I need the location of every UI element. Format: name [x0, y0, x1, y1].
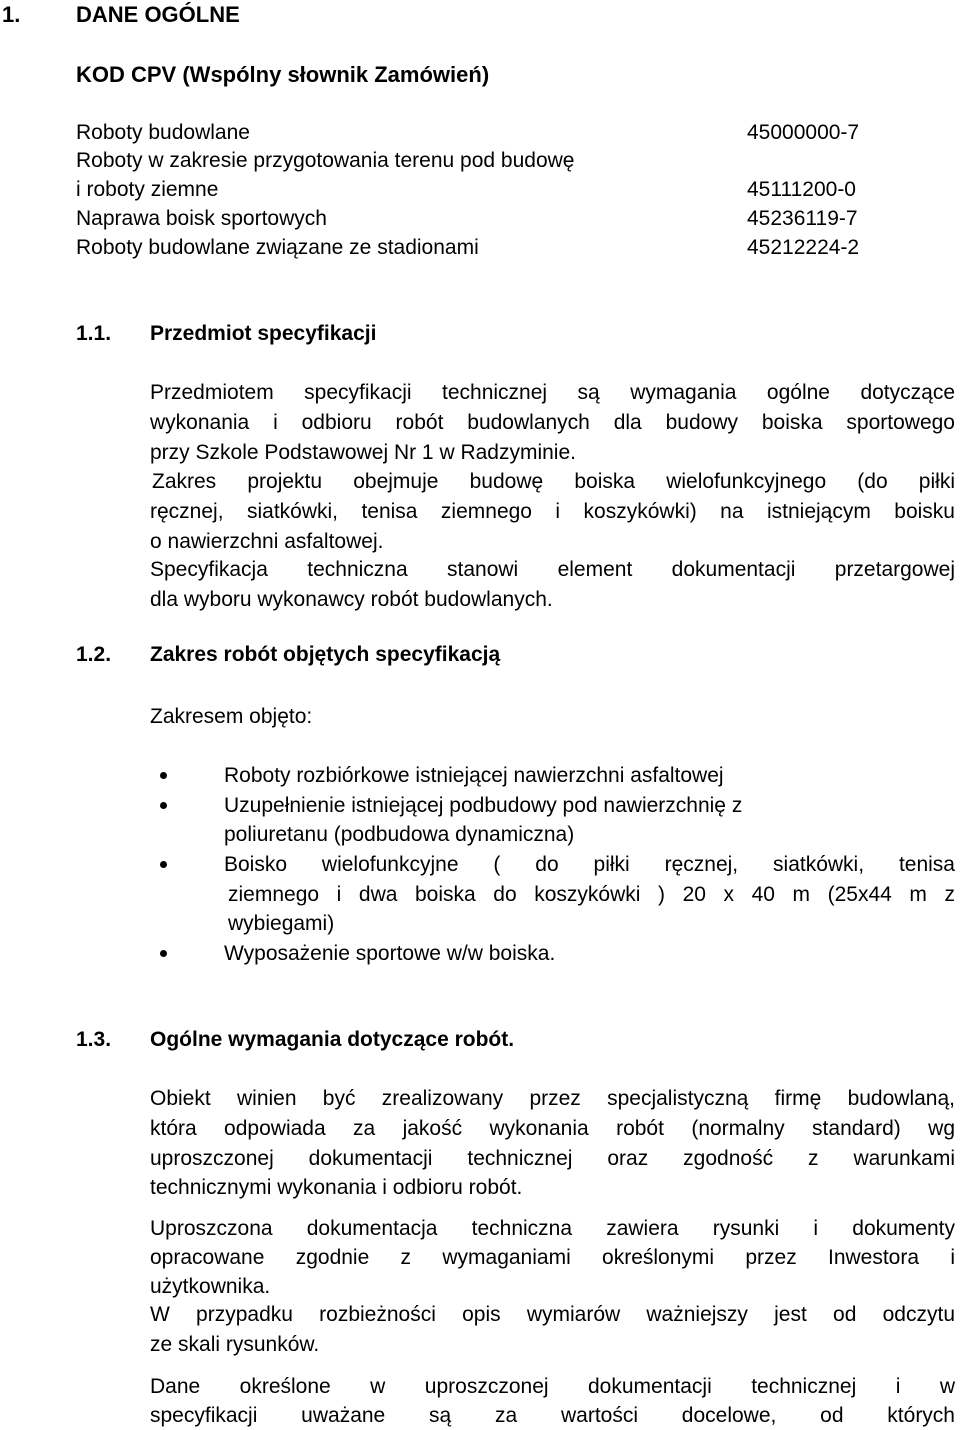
cpv-label: Naprawa boisk sportowych: [76, 207, 327, 230]
paragraph-line: ręcznej, siatkówki, tenisa ziemnego i koszykówki) na istniejącym boisku: [150, 500, 955, 523]
paragraph-line: Uproszczona dokumentacja techniczna zawiera rysunki i dokumenty: [150, 1217, 955, 1240]
cpv-label: Roboty budowlane: [76, 121, 250, 144]
subsection-number: 1.2.: [76, 643, 112, 666]
paragraph-line: Przedmiotem specyfikacji technicznej są wymagania ogólne dotyczące: [150, 381, 955, 404]
cpv-label: Roboty w zakresie przygotowania terenu pod budowę: [76, 149, 575, 172]
paragraph-line: W przypadku rozbieżności opis wymiarów ważniejszy jest od odczytu: [150, 1303, 955, 1326]
paragraph-line: dla wyboru wykonawcy robót budowlanych.: [150, 588, 553, 611]
paragraph-line: technicznymi wykonania i odbioru robót.: [150, 1176, 523, 1199]
paragraph-line: przy Szkole Podstawowej Nr 1 w Radzyminie.: [150, 441, 576, 464]
bullet-icon: [160, 861, 167, 868]
paragraph-line: użytkownika.: [150, 1275, 271, 1298]
subsection-number: 1.3.: [76, 1028, 112, 1051]
paragraph-line: o nawierzchni asfaltowej.: [150, 530, 384, 553]
list-item: wybiegami): [228, 912, 335, 935]
cpv-code: 45000000-7: [747, 121, 860, 144]
bullet-icon: [160, 802, 167, 809]
cpv-label: i roboty ziemne: [76, 178, 219, 201]
paragraph-line: Obiekt winien być zrealizowany przez specjalistyczną firmę budowlaną,: [150, 1087, 955, 1110]
section-title: DANE OGÓLNE: [76, 2, 240, 27]
list-item: Boisko wielofunkcyjne ( do piłki ręcznej, siatkówki, tenisa: [224, 853, 955, 876]
section-number: 1.: [2, 2, 21, 27]
cpv-code: 45236119-7: [747, 207, 858, 230]
list-item: Roboty rozbiórkowe istniejącej nawierzchni asfaltowej: [224, 764, 724, 787]
bullet-icon: [160, 950, 167, 957]
cpv-label: Roboty budowlane związane ze stadionami: [76, 236, 479, 259]
paragraph-line: uproszczonej dokumentacji technicznej oraz zgodność z warunkami: [150, 1147, 955, 1170]
cpv-heading: KOD CPV (Wspólny słownik Zamówień): [76, 62, 490, 87]
subsection-title: Zakres robót objętych specyfikacją: [150, 643, 501, 666]
list-item: ziemnego i dwa boiska do koszykówki ) 20 x 40 m (25x44 m z: [228, 883, 955, 906]
cpv-code: 45111200-0: [747, 178, 856, 201]
list-item: Uzupełnienie istniejącej podbudowy pod nawierzchnię z: [224, 794, 743, 817]
subsection-title: Przedmiot specyfikacji: [150, 322, 377, 345]
scope-intro: Zakresem objęto:: [150, 705, 313, 728]
paragraph-line: która odpowiada za jakość wykonania robót (normalny standard) wg: [150, 1117, 955, 1140]
paragraph-line: ze skali rysunków.: [150, 1333, 320, 1356]
bullet-icon: [160, 772, 167, 779]
paragraph-line: wykonania i odbioru robót budowlanych dla budowy boiska sportowego: [150, 411, 955, 434]
cpv-code: 45212224-2: [747, 236, 860, 259]
paragraph-line: Zakres projektu obejmuje budowę boiska wielofunkcyjnego (do piłki: [152, 470, 955, 493]
list-item: poliuretanu (podbudowa dynamiczna): [224, 823, 575, 846]
subsection-number: 1.1.: [76, 322, 112, 345]
paragraph-line: Specyfikacja techniczna stanowi element dokumentacji przetargowej: [150, 558, 955, 581]
list-item: Wyposażenie sportowe w/w boiska.: [224, 942, 556, 965]
paragraph-line: specyfikacji uważane są za wartości docelowe, od których: [150, 1404, 955, 1427]
paragraph-line: opracowane zgodnie z wymaganiami określonymi przez Inwestora i: [150, 1246, 955, 1269]
subsection-title: Ogólne wymagania dotyczące robót.: [150, 1028, 515, 1051]
paragraph-line: Dane określone w uproszczonej dokumentacji technicznej i w: [150, 1375, 955, 1398]
